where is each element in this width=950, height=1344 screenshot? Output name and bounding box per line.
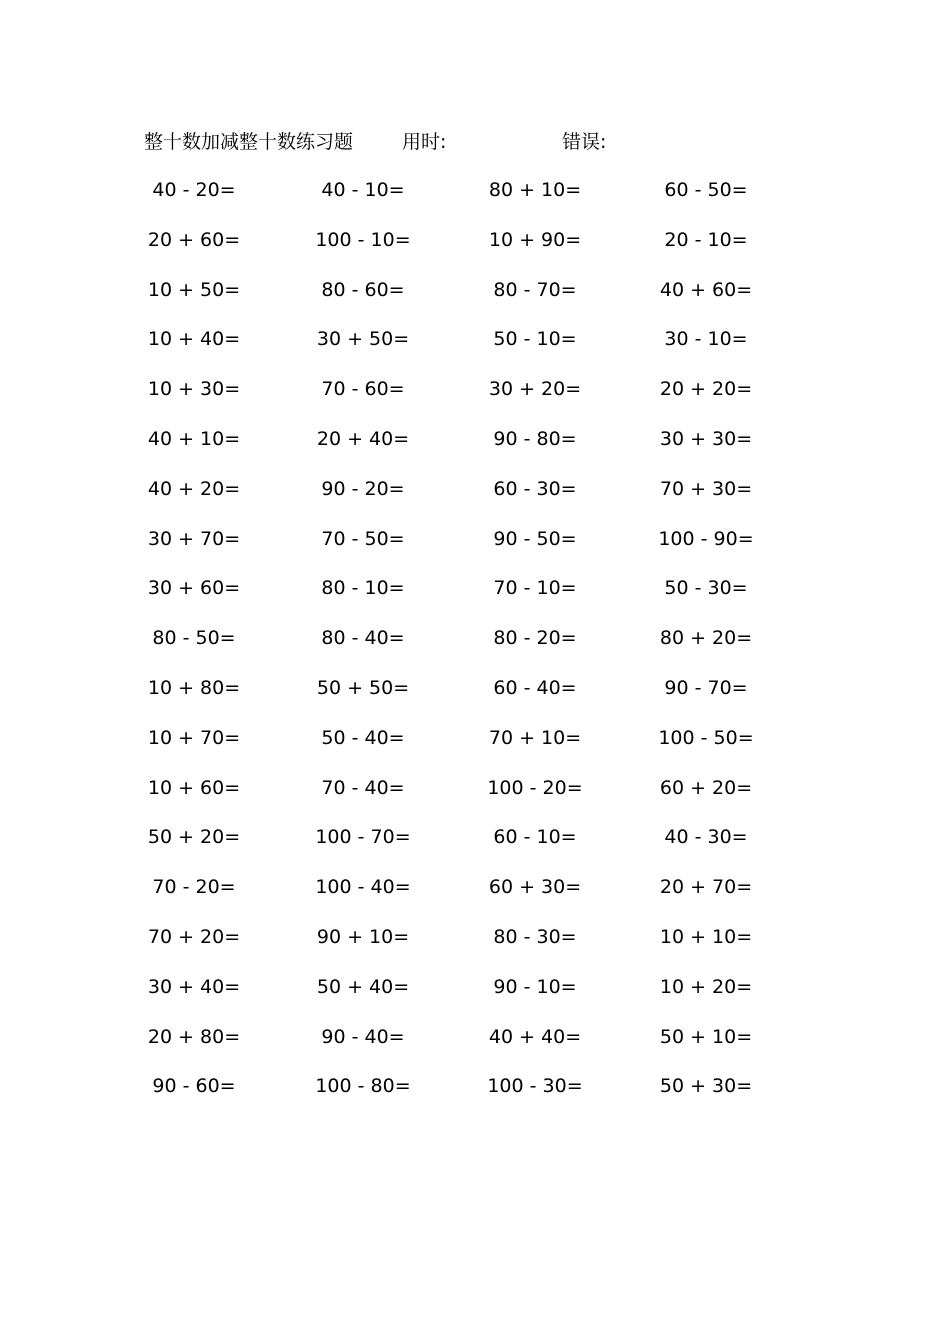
problem-row <box>0 325 950 375</box>
math-problem: 10 + 90= <box>488 228 582 251</box>
math-problem: 50 + 50= <box>316 676 410 699</box>
math-problem: 50 + 20= <box>147 826 241 849</box>
math-problem: 60 - 30= <box>493 477 577 500</box>
time-label: 用时: <box>402 131 447 153</box>
math-problem: 30 + 30= <box>659 427 753 450</box>
problem-row <box>0 226 950 276</box>
math-problem: 10 + 40= <box>147 328 241 351</box>
problem-row <box>0 425 950 475</box>
math-problem: 100 - 40= <box>315 876 411 899</box>
problem-row <box>0 873 950 923</box>
math-problem: 10 + 70= <box>147 726 241 749</box>
math-problem: 50 + 30= <box>659 1075 753 1098</box>
math-problem: 30 + 50= <box>316 328 410 351</box>
math-problem: 50 - 10= <box>493 328 577 351</box>
problem-row <box>0 674 950 724</box>
problem-row <box>0 574 950 624</box>
math-problem: 30 + 40= <box>147 975 241 998</box>
math-problem: 40 + 10= <box>147 427 241 450</box>
worksheet-title: 整十数加减整十数练习题 <box>144 131 354 153</box>
math-problem: 80 - 40= <box>321 627 405 650</box>
math-problem: 20 + 80= <box>147 1025 241 1048</box>
math-problem: 10 + 60= <box>147 776 241 799</box>
math-problem: 70 + 10= <box>488 726 582 749</box>
problem-grid <box>0 176 950 1122</box>
math-problem: 100 - 10= <box>315 228 411 251</box>
math-problem: 40 + 20= <box>147 477 241 500</box>
math-problem: 80 - 70= <box>493 278 577 301</box>
math-problem: 10 + 50= <box>147 278 241 301</box>
math-problem: 90 - 70= <box>664 676 748 699</box>
math-problem: 100 - 30= <box>487 1075 583 1098</box>
math-problem: 40 - 30= <box>664 826 748 849</box>
math-problem: 70 - 40= <box>321 776 405 799</box>
math-problem: 60 - 10= <box>493 826 577 849</box>
math-problem: 100 - 70= <box>315 826 411 849</box>
math-problem: 80 - 50= <box>152 627 236 650</box>
problem-row <box>0 624 950 674</box>
math-problem: 100 - 50= <box>658 726 754 749</box>
math-problem: 20 + 60= <box>147 228 241 251</box>
math-problem: 30 + 60= <box>147 577 241 600</box>
math-problem: 100 - 80= <box>315 1075 411 1098</box>
problem-row <box>0 973 950 1023</box>
math-problem: 90 + 10= <box>316 925 410 948</box>
problem-row <box>0 724 950 774</box>
math-problem: 20 + 20= <box>659 378 753 401</box>
problem-row <box>0 475 950 525</box>
math-problem: 50 + 40= <box>316 975 410 998</box>
problem-row <box>0 276 950 326</box>
math-problem: 90 - 20= <box>321 477 405 500</box>
math-problem: 40 - 10= <box>321 179 405 201</box>
math-problem: 30 + 70= <box>147 527 241 550</box>
math-problem: 50 - 30= <box>664 577 748 600</box>
math-problem: 80 + 20= <box>659 627 753 650</box>
math-problem: 10 + 20= <box>659 975 753 998</box>
math-problem: 30 + 20= <box>488 378 582 401</box>
math-problem: 90 - 80= <box>493 427 577 450</box>
math-problem: 80 - 20= <box>493 627 577 650</box>
math-problem: 70 - 20= <box>152 876 236 899</box>
math-problem: 10 + 80= <box>147 676 241 699</box>
math-problem: 90 - 10= <box>493 975 577 998</box>
math-problem: 90 - 50= <box>493 527 577 550</box>
math-problem: 20 + 40= <box>316 427 410 450</box>
math-problem: 60 - 50= <box>664 179 748 201</box>
problem-row <box>0 375 950 425</box>
problem-row <box>0 823 950 873</box>
problem-row <box>0 1072 950 1122</box>
math-problem: 70 + 20= <box>147 925 241 948</box>
math-problem: 80 - 10= <box>321 577 405 600</box>
math-problem: 70 + 30= <box>659 477 753 500</box>
math-problem: 90 - 60= <box>152 1075 236 1098</box>
problem-row <box>0 774 950 824</box>
problem-row <box>0 525 950 575</box>
math-problem: 60 - 40= <box>493 676 577 699</box>
math-problem: 40 + 40= <box>488 1025 582 1048</box>
math-problem: 10 + 30= <box>147 378 241 401</box>
math-problem: 50 + 10= <box>659 1025 753 1048</box>
math-problem: 70 - 10= <box>493 577 577 600</box>
math-problem: 60 + 20= <box>659 776 753 799</box>
math-problem: 30 - 10= <box>664 328 748 351</box>
math-problem: 50 - 40= <box>321 726 405 749</box>
math-problem: 100 - 20= <box>487 776 583 799</box>
math-problem: 40 + 60= <box>659 278 753 301</box>
worksheet-header <box>0 128 950 156</box>
problem-row <box>0 923 950 973</box>
problem-row <box>0 1023 950 1073</box>
math-problem: 80 - 30= <box>493 925 577 948</box>
math-problem: 80 + 10= <box>488 179 582 201</box>
math-problem: 70 - 60= <box>321 378 405 401</box>
math-problem: 20 - 10= <box>664 228 748 251</box>
error-label: 错误: <box>562 131 607 153</box>
math-problem: 10 + 10= <box>659 925 753 948</box>
math-problem: 60 + 30= <box>488 876 582 899</box>
math-problem: 40 - 20= <box>152 179 236 201</box>
math-problem: 90 - 40= <box>321 1025 405 1048</box>
math-problem: 100 - 90= <box>658 527 754 550</box>
problem-row <box>0 176 950 226</box>
math-problem: 80 - 60= <box>321 278 405 301</box>
math-problem: 20 + 70= <box>659 876 753 899</box>
math-problem: 70 - 50= <box>321 527 405 550</box>
